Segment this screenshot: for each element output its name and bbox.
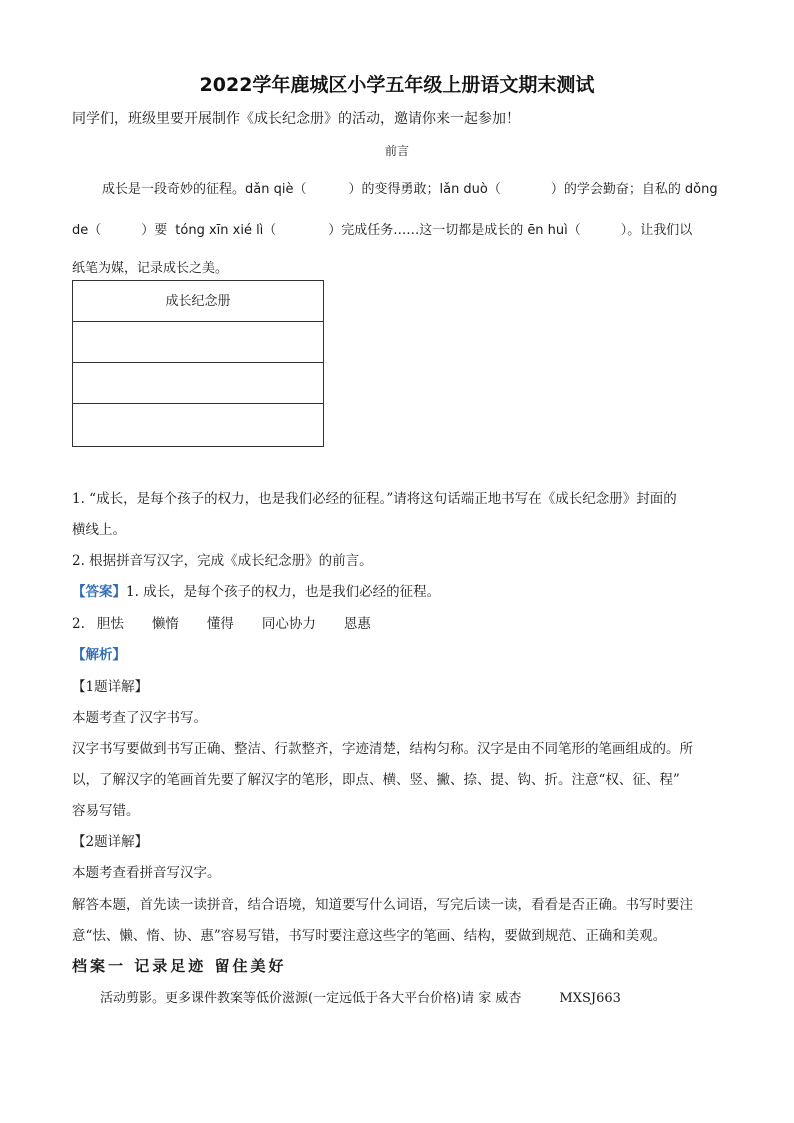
answer-word: 同心协力 <box>261 616 316 632</box>
footer-code: MXSJ663 <box>559 991 621 1006</box>
pinyin-lan-duo: lǎn duò（ <box>439 182 501 197</box>
analysis-tag: 【解析】 <box>72 647 126 663</box>
intro-text: 同学们，班级里要开展制作《成长纪念册》的活动，邀请你来一起参加！ <box>72 111 520 127</box>
analysis-1-text: 本题考查了汉字书写。 <box>72 710 207 726</box>
analysis-2-text: 本题考查看拼音写汉字。 <box>72 865 221 881</box>
answer-line-1 <box>72 580 440 600</box>
analysis-1-detail: 以，了解汉字的笔画首先要了解汉字的笔形，即点、横、竖、撇、捺、提、钩、折。注意“权、征、程” <box>72 772 680 788</box>
pinyin-en-hui: ēn huì（ <box>527 223 581 238</box>
footer-note: 活动剪影。更多课件教案等低价滋源(一定远低于各大平台价格)请 家 威杏 <box>100 991 522 1006</box>
question-1-line-2: 横线上。 <box>72 522 126 538</box>
question-1-line-1: 1. “成长，是每个孩子的权力，也是我们必经的征程。”请将这句话端正地书写在《成长纪念册》封面的 <box>72 491 677 507</box>
pinyin-de: de（ <box>72 223 102 238</box>
analysis-1-detail: 容易写错。 <box>72 803 140 819</box>
analysis-2-heading: 【2题详解】 <box>72 834 149 850</box>
album-write-line[interactable] <box>73 322 323 363</box>
question-2: 2. 根据拼音写汉字，完成《成长纪念册》的前言。 <box>72 553 373 569</box>
foreword-line-2 <box>72 219 692 238</box>
growth-album-table <box>72 280 324 447</box>
foreword-line-1 <box>102 178 718 197</box>
answer-1: 1. 成长，是每个孩子的权力，也是我们必经的征程。 <box>126 584 441 600</box>
pinyin-dong: dǒng <box>684 182 718 197</box>
page-title: 2022学年鹿城区小学五年级上册语文期末测试 <box>199 74 595 96</box>
foreword-text: ）完成任务……这一切都是成长的 <box>328 223 524 238</box>
foreword-line-3: 纸笔为媒，记录成长之美。 <box>72 261 229 276</box>
album-write-line[interactable] <box>73 363 323 404</box>
analysis-2-detail: 意“怯、懒、惰、协、惠”容易写错，书写时要注意这些字的笔画、结构，要做到规范、正确和美观。 <box>72 928 667 944</box>
foreword-text: 成长是一段奇妙的征程。 <box>102 182 246 197</box>
analysis-2-detail: 解答本题，首先读一读拼音，结合语境，知道要写什么词语，写完后读一读，看看是否正确。书写时要注 <box>72 897 693 913</box>
section-heading: 档案一 记录足迹 留住美好 <box>72 957 287 975</box>
foreword-text: ）的变得勇敢； <box>348 182 440 197</box>
foreword-text: ）要 <box>141 223 168 238</box>
answer-word: 胆怯 <box>96 616 124 632</box>
footer-text <box>100 987 621 1006</box>
pinyin-dan-qie: dǎn qiè（ <box>245 182 307 197</box>
answer-word: 懒惰 <box>151 616 179 632</box>
foreword-text: ）。让我们以 <box>620 223 693 238</box>
album-write-line[interactable] <box>73 404 323 445</box>
pinyin-tong-xin-xie-li: tóng xīn xié lì（ <box>175 223 277 238</box>
answer-line-2 <box>72 612 399 632</box>
foreword-heading: 前言 <box>384 144 409 158</box>
analysis-1-heading: 【1题详解】 <box>72 679 149 695</box>
foreword-text: ）的学会勤奋；自私的 <box>550 182 681 197</box>
answer-tag: 【答案】 <box>72 584 126 600</box>
analysis-1-detail: 汉字书写要做到书写正确、整洁、行款整齐，字迹清楚，结构匀称。汉字是由不同笔形的笔画组成的。所 <box>72 741 693 757</box>
answer-word: 懂得 <box>206 616 234 632</box>
answer-word: 恩惠 <box>343 616 371 632</box>
answer-2-prefix: 2. <box>72 616 85 632</box>
album-header: 成长纪念册 <box>73 281 323 322</box>
